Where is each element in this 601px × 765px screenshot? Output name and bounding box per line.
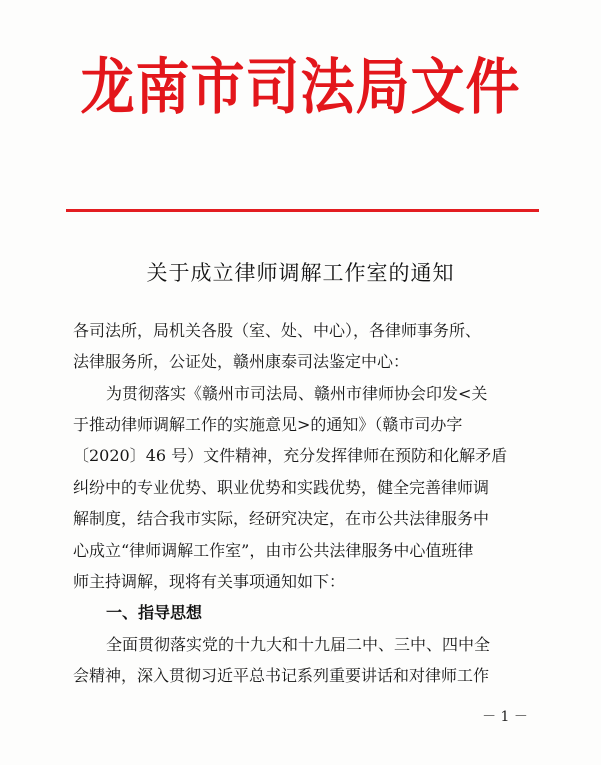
body-line-1: 各司法所，局机关各股（室、处、中心），各律师事务所、 bbox=[73, 321, 482, 340]
body-line-5: 〔2020〕46 号）文件精神，充分发挥律师在预防和化解矛盾 bbox=[73, 446, 508, 465]
notice-title: 关于成立律师调解工作室的通知 bbox=[146, 261, 455, 285]
page-number: － 1 － bbox=[482, 709, 528, 725]
body-line-12: 会精神，深入贯彻习近平总书记系列重要讲话和对律师工作 bbox=[73, 666, 490, 685]
body-line-11: 全面贯彻落实党的十九大和十九届二中、三中、四中全 bbox=[106, 635, 491, 654]
body-line-9: 师主持调解，现将有关事项通知如下： bbox=[73, 572, 346, 591]
body-line-4: 于推动律师调解工作的实施意见>的通知》（赣市司办字 bbox=[73, 415, 463, 434]
document-header-title: 龙南市司法局文件 bbox=[80, 51, 521, 122]
body-line-7: 解制度，结合我市实际，经研究决定，在市公共法律服务中 bbox=[73, 509, 490, 528]
body-line-6: 纠纷中的专业优势、职业优势和实践优势，健全完善律师调 bbox=[73, 478, 490, 497]
body-line-2: 法律服务所，公证处，赣州康泰司法鉴定中心： bbox=[73, 352, 410, 371]
section-heading-guiding-ideology: 一、指导思想 bbox=[106, 603, 203, 622]
body-line-3: 为贯彻落实《赣州市司法局、赣州市律师协会印发<关 bbox=[106, 384, 488, 403]
body-line-8: 心成立“律师调解工作室”，由市公共法律服务中心值班律 bbox=[73, 541, 474, 560]
red-divider-line bbox=[66, 209, 539, 212]
